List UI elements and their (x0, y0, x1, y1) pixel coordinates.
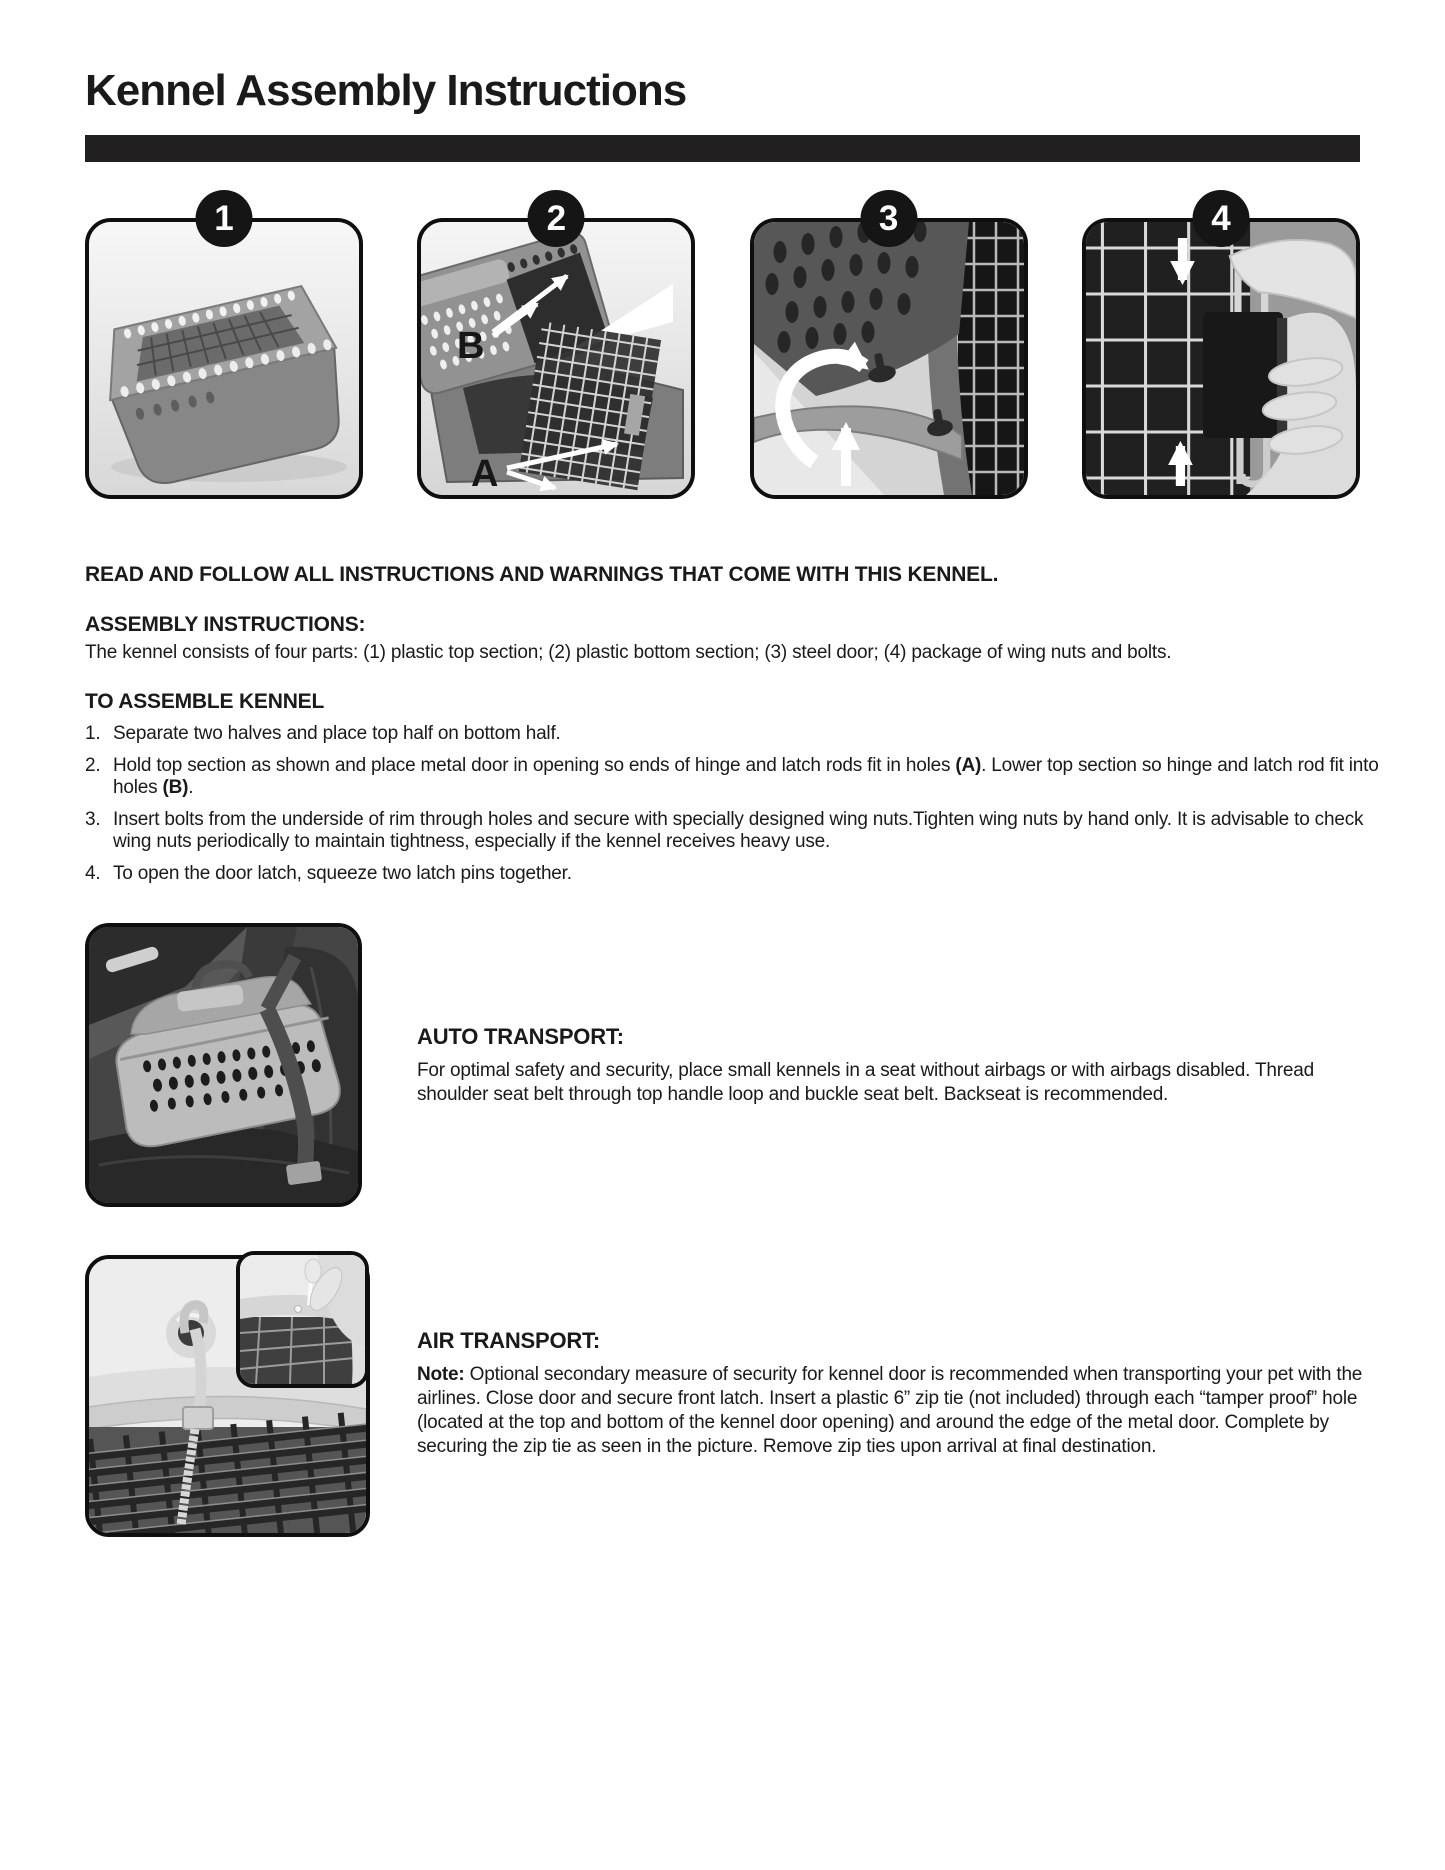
figure-step-4 (1082, 198, 1360, 499)
step-number-badge (1192, 190, 1249, 247)
instructions-text (85, 563, 1380, 895)
step-number-badge (528, 190, 585, 247)
assembly-step-item (85, 809, 1380, 853)
wire-door (519, 321, 661, 490)
air-transport-heading: AIR TRANSPORT: (417, 1328, 600, 1353)
door-latch-photo (1082, 218, 1360, 499)
assembly-step-item (85, 723, 1380, 745)
figure-step-2 (417, 198, 695, 499)
air-transport-note: Note: Optional secondary measure of security for kennel door is recommended when transporting your pet with the airlines. Close door and secure front latch. Insert a plastic 6” zip tie (not included) through each “tamper proof” hole (located at the top and bottom of the kennel door opening) and around the edge of the metal door. Complete by securing the zip tie as seen in the picture. Remove zip ties upon arrival at final destination. (417, 1364, 1363, 1457)
kennel-halves-illustration (89, 222, 359, 495)
step-marker: 2. (85, 755, 101, 776)
door-placement-photo (417, 218, 695, 499)
auto-transport-photo (85, 923, 362, 1207)
figure-step-1 (85, 198, 363, 499)
warning-heading: READ AND FOLLOW ALL INSTRUCTIONS AND WARNINGS THAT COME WITH THIS KENNEL. (85, 563, 999, 586)
auto-transport-body: For optimal safety and security, place small kennels in a seat without airbags or with airbags disabled. Thread shoulder seat belt through top handle loop and buckle seat belt. Backseat is recommended. (417, 1060, 1314, 1105)
title-rule (85, 135, 1360, 162)
assembly-instructions-body: The kennel consists of four parts: (1) plastic top section; (2) plastic bottom section; (3) steel door; (4) package of wing nuts and bolts. (85, 642, 1172, 663)
door-latch-illustration (1086, 222, 1356, 495)
auto-transport-section (417, 1024, 1367, 1107)
step-text: Insert bolts from the underside of rim through holes and secure with specially designed wing nuts.Tighten wing nuts by hand only. It is advisable to check wing nuts periodically to maintain tightness, especially if the kennel receives heavy use. (113, 809, 1364, 852)
assembly-step-figures (85, 198, 1360, 499)
kennel-halves-photo (85, 218, 363, 499)
step-number-badge (860, 190, 917, 247)
kennel-in-car-illustration (89, 927, 358, 1203)
assembly-instructions-heading: ASSEMBLY INSTRUCTIONS: (85, 613, 366, 636)
zip-tie-insert-illustration (240, 1255, 365, 1384)
step-text: Hold top section as shown and place metal door in opening so ends of hinge and latch rods fit in holes (A). Lower top section so hinge and latch rod fit into holes (B). (113, 755, 1379, 798)
air-transport-section (417, 1328, 1367, 1459)
step-number: 2 (546, 198, 567, 238)
step-number: 4 (1211, 198, 1231, 238)
step-number-badge (196, 190, 253, 247)
assembly-step-list (85, 723, 1380, 885)
auto-transport-heading: AUTO TRANSPORT: (417, 1024, 624, 1049)
step-marker: 3. (85, 809, 101, 830)
wing-nut-photo (750, 218, 1028, 499)
note-label: Note: (417, 1364, 465, 1385)
wing-nut-illustration (754, 222, 1024, 495)
figure-step-3 (750, 198, 1028, 499)
door-placement-illustration (421, 222, 691, 495)
hole-label-b: B (457, 325, 485, 367)
assembly-step-item (85, 755, 1380, 799)
step-marker: 1. (85, 723, 101, 744)
step-number: 3 (878, 198, 899, 238)
air-transport-inset (236, 1251, 369, 1388)
step-marker: 4. (85, 863, 101, 884)
to-assemble-heading: TO ASSEMBLE KENNEL (85, 690, 325, 713)
step-number: 1 (214, 198, 234, 238)
page-title: Kennel Assembly Instructions (85, 66, 687, 115)
step-text: Separate two halves and place top half on bottom half. (113, 723, 561, 744)
hole-label-a: A (471, 453, 499, 495)
assembly-step-item (85, 863, 1380, 885)
step-text: To open the door latch, squeeze two latch pins together. (113, 863, 572, 884)
